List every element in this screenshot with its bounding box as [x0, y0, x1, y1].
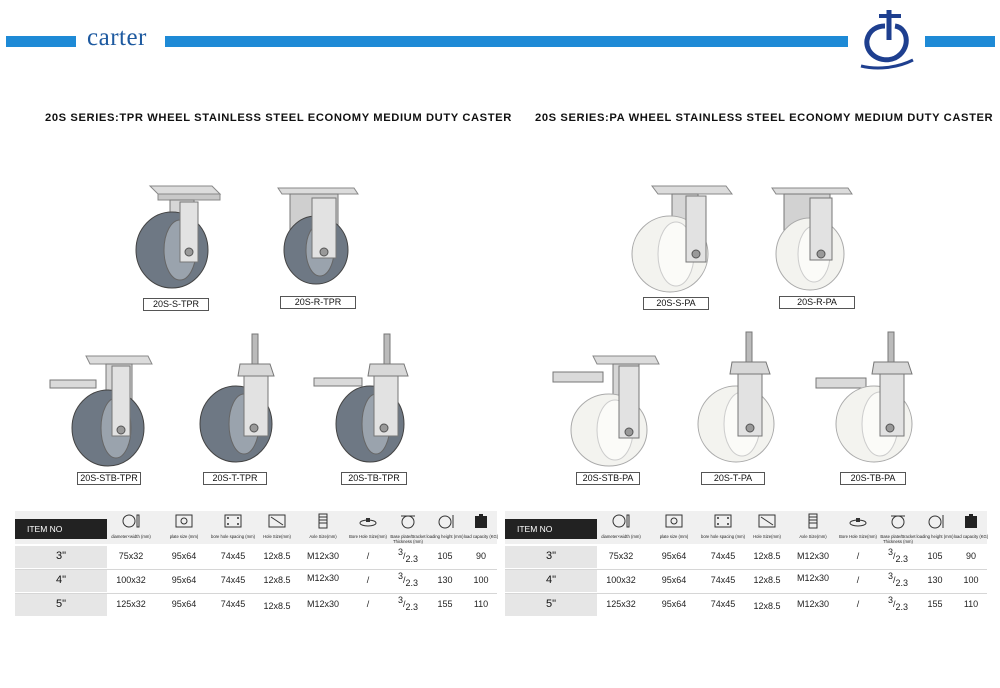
cell-thickness: $^3/_{2.3}$	[887, 571, 909, 588]
bracket-thickness-icon	[398, 513, 418, 529]
row-size: 4"	[55, 574, 67, 586]
col-spacing	[701, 513, 745, 540]
column-caption: load capacity (KG)	[463, 534, 499, 539]
cell-bore: /	[856, 551, 860, 561]
col-load	[463, 513, 499, 540]
cell-thread: M12x30	[796, 551, 830, 561]
table-row	[505, 593, 987, 617]
hole-size-icon	[757, 513, 777, 529]
cell-hole: 12x8.5	[263, 575, 291, 585]
cell-load: 100	[473, 575, 489, 585]
caster-image-swivel-brake	[549, 352, 661, 468]
wheel-diameter-icon	[121, 513, 141, 529]
cell-plate: 95x64	[171, 575, 197, 585]
cell-bore: /	[856, 599, 860, 609]
cell-hole: 12x8.5	[753, 551, 781, 561]
cell-height: 130	[437, 575, 453, 585]
cell-thickness: $^3/_{2.3}$	[887, 547, 909, 564]
table-row	[15, 569, 497, 593]
cell-spacing: 74x45	[220, 599, 246, 609]
column-caption: plate size (mm)	[659, 534, 689, 539]
cell-height: 155	[927, 599, 943, 609]
cell-diameter: 100x32	[606, 575, 636, 585]
cell-plate: 95x64	[171, 599, 197, 609]
caster-image-rigid	[276, 180, 360, 290]
cell-thickness: $^3/_{2.3}$	[887, 595, 909, 612]
col-axle	[791, 513, 835, 540]
item-no-header: ITEM NO	[505, 519, 597, 539]
load-capacity-icon	[961, 513, 981, 529]
row-size: 3"	[545, 550, 557, 562]
table-row	[505, 545, 987, 569]
header-bar-middle	[165, 36, 848, 47]
caster-image-threaded	[198, 332, 278, 467]
caster-image-threaded-brake	[312, 332, 414, 467]
caster-image-swivel-brake	[46, 352, 154, 468]
thickness-bottom: 2.3	[895, 554, 909, 564]
thickness-bottom: 2.3	[405, 578, 419, 588]
cell-height: 130	[927, 575, 943, 585]
product-code-label: 20S-R-TPR	[280, 296, 356, 309]
column-caption: diameter×width (mm)	[601, 534, 641, 539]
thickness-top: 3	[887, 571, 893, 581]
column-caption: loading height (mm)	[916, 534, 954, 539]
cell-bore: /	[366, 599, 370, 609]
thickness-top: 3	[397, 571, 403, 581]
cell-hole: 12x8.5	[753, 601, 781, 611]
thickness-top: 3	[887, 547, 893, 557]
column-caption: Axle Size(mm)	[799, 534, 827, 539]
col-diameter	[599, 513, 643, 540]
plate-size-icon	[174, 513, 194, 529]
row-size: 5"	[55, 598, 67, 610]
column-caption: Base plate/Bracket Thickness (mm)	[390, 534, 426, 544]
thickness-top: 3	[887, 595, 893, 605]
col-hole	[745, 513, 789, 540]
thickness-top: 3	[397, 595, 403, 605]
cell-spacing: 74x45	[220, 575, 246, 585]
row-size: 3"	[55, 550, 67, 562]
column-caption: Hole Size(mm)	[753, 534, 781, 539]
cell-load: 90	[965, 551, 976, 561]
axle-size-icon	[313, 513, 333, 529]
cell-hole: 12x8.5	[753, 575, 781, 585]
spec-table-left	[15, 511, 497, 617]
row-size: 5"	[545, 598, 557, 610]
col-hole	[255, 513, 299, 540]
wheel-diameter-icon	[611, 513, 631, 529]
caster-image-swivel	[630, 182, 734, 297]
carter-logo-icon	[857, 6, 919, 72]
cell-thread: M12x30	[796, 573, 830, 583]
cell-diameter: 75x32	[608, 551, 634, 561]
column-caption: bore hole spacing (mm)	[211, 534, 255, 539]
header-bar-right	[925, 36, 995, 47]
cell-load: 90	[475, 551, 486, 561]
column-caption: Base plate/Bracket Thickness (mm)	[880, 534, 916, 544]
col-plate	[162, 513, 206, 540]
cell-plate: 95x64	[171, 551, 197, 561]
product-code-label: 20S-S-TPR	[143, 298, 209, 311]
col-load	[953, 513, 989, 540]
product-code-label: 20S-TB-TPR	[341, 472, 407, 485]
product-code-label: 20S-T-PA	[701, 472, 765, 485]
left-section-title: 20S SERIES:TPR WHEEL STAINLESS STEEL ECONOMY MEDIUM DUTY CASTER	[45, 112, 512, 124]
cell-diameter: 125x32	[116, 599, 146, 609]
cell-spacing: 74x45	[710, 575, 736, 585]
caster-image-swivel	[132, 180, 222, 295]
bracket-thickness-icon	[888, 513, 908, 529]
right-section-title: 20S SERIES:PA WHEEL STAINLESS STEEL ECONOMY MEDIUM DUTY CASTER	[535, 112, 994, 124]
column-caption: loading height (mm)	[426, 534, 464, 539]
cell-thread: M12x30	[306, 551, 340, 561]
cell-spacing: 74x45	[220, 551, 246, 561]
product-code-label: 20S-S-PA	[643, 297, 709, 310]
bolt-hole-spacing-icon	[223, 513, 243, 529]
cell-load: 110	[963, 599, 979, 609]
load-capacity-icon	[471, 513, 491, 529]
column-caption: diameter×width (mm)	[111, 534, 151, 539]
column-caption: load capacity (KG)	[953, 534, 989, 539]
bore-hole-icon	[848, 513, 868, 529]
cell-diameter: 100x32	[116, 575, 146, 585]
bolt-hole-spacing-icon	[713, 513, 733, 529]
cell-plate: 95x64	[661, 551, 687, 561]
caster-image-rigid	[770, 182, 854, 294]
table-row	[505, 569, 987, 593]
bore-hole-icon	[358, 513, 378, 529]
cell-thread: M12x30	[306, 599, 340, 609]
cell-diameter: 125x32	[606, 599, 636, 609]
thickness-top: 3	[397, 547, 403, 557]
cell-bore: /	[366, 575, 370, 585]
product-code-label: 20S-R-PA	[779, 296, 855, 309]
cell-thread: M12x30	[796, 599, 830, 609]
product-code-label: 20S-STB-PA	[576, 472, 640, 485]
thickness-bottom: 2.3	[405, 602, 419, 612]
cell-load: 110	[473, 599, 489, 609]
thickness-bottom: 2.3	[895, 602, 909, 612]
cell-height: 155	[437, 599, 453, 609]
axle-size-icon	[803, 513, 823, 529]
cell-spacing: 74x45	[710, 551, 736, 561]
row-size: 4"	[545, 574, 557, 586]
cell-thickness: $^3/_{2.3}$	[397, 571, 419, 588]
column-caption: bore hole spacing (mm)	[701, 534, 745, 539]
cell-bore: /	[856, 575, 860, 585]
header-bar-left	[6, 36, 76, 47]
column-caption: Hole Size(mm)	[263, 534, 291, 539]
cell-diameter: 75x32	[118, 551, 144, 561]
col-plate	[652, 513, 696, 540]
spec-table-right	[505, 511, 987, 617]
product-code-label: 20S-T-TPR	[203, 472, 267, 485]
plate-size-icon	[664, 513, 684, 529]
brand-name: carter	[87, 24, 147, 51]
loading-height-icon	[435, 513, 455, 529]
hole-size-icon	[267, 513, 287, 529]
cell-hole: 12x8.5	[263, 601, 291, 611]
column-caption: Axle Size(mm)	[309, 534, 337, 539]
cell-spacing: 74x45	[710, 599, 736, 609]
column-caption: Bore Hole Size(mm)	[349, 534, 387, 539]
col-axle	[301, 513, 345, 540]
col-height	[915, 513, 955, 540]
cell-height: 105	[437, 551, 453, 561]
cell-thickness: $^3/_{2.3}$	[397, 547, 419, 564]
table-row	[15, 593, 497, 617]
cell-bore: /	[366, 551, 370, 561]
cell-height: 105	[927, 551, 943, 561]
table-row	[15, 545, 497, 569]
cell-thread: M12x30	[306, 573, 340, 583]
cell-plate: 95x64	[661, 599, 687, 609]
column-caption: Bore Hole Size(mm)	[839, 534, 877, 539]
item-no-header: ITEM NO	[15, 519, 107, 539]
product-code-label: 20S-STB-TPR	[77, 472, 141, 485]
col-height	[425, 513, 465, 540]
cell-thickness: $^3/_{2.3}$	[397, 595, 419, 612]
thickness-bottom: 2.3	[405, 554, 419, 564]
thickness-bottom: 2.3	[895, 578, 909, 588]
loading-height-icon	[925, 513, 945, 529]
caster-image-threaded-brake	[814, 330, 920, 468]
cell-hole: 12x8.5	[263, 551, 291, 561]
product-code-label: 20S-TB-PA	[840, 472, 906, 485]
col-diameter	[109, 513, 153, 540]
caster-image-threaded	[696, 330, 782, 468]
col-spacing	[211, 513, 255, 540]
cell-load: 100	[963, 575, 979, 585]
cell-plate: 95x64	[661, 575, 687, 585]
column-caption: plate size (mm)	[169, 534, 199, 539]
